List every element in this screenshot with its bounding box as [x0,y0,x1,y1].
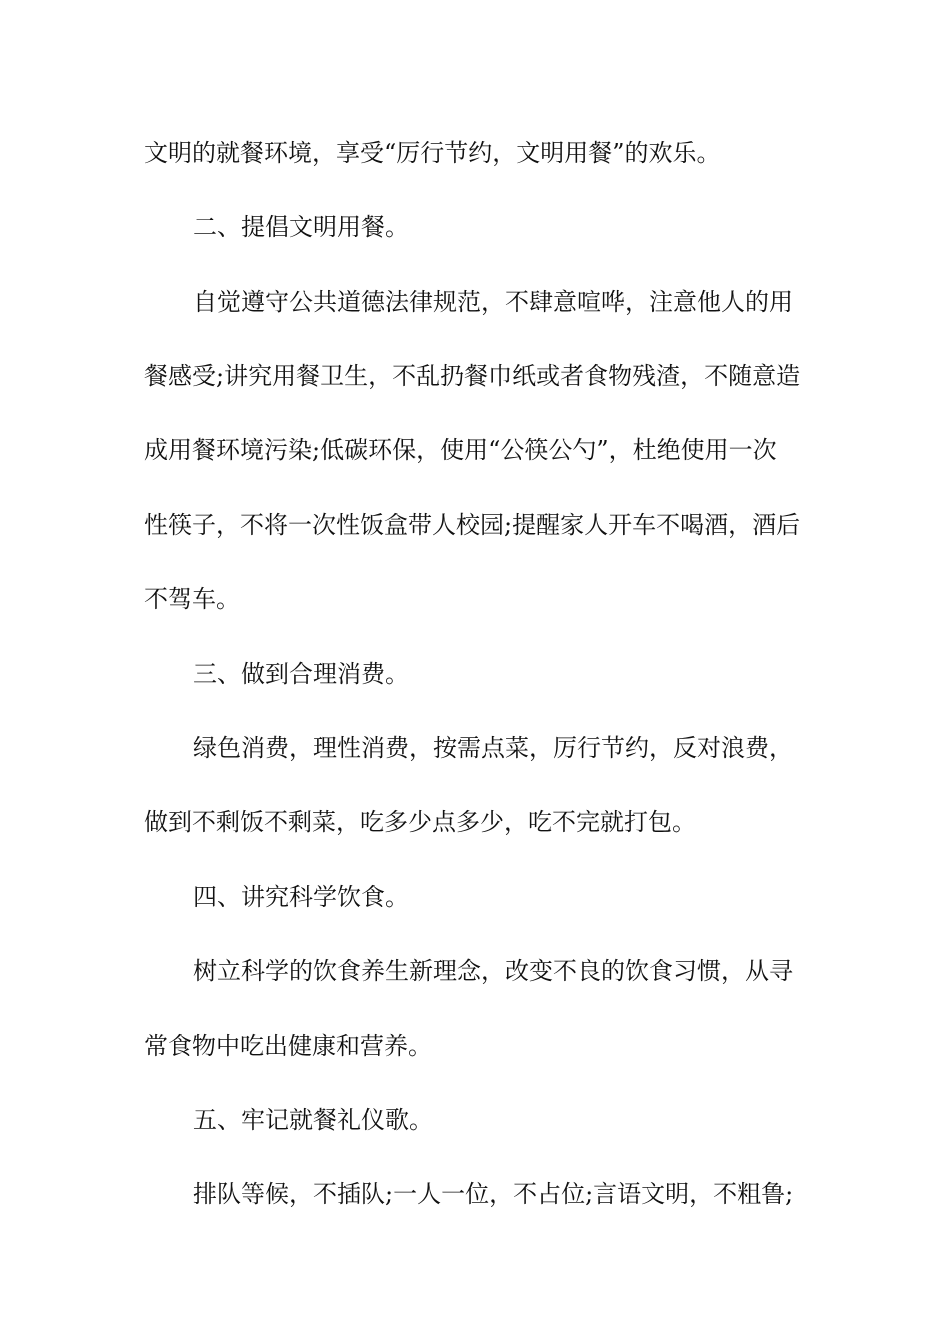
section-heading-3: 三、做到合理消费。 [193,660,409,688]
paragraph-line: 餐感受;讲究用餐卫生，不乱扔餐巾纸或者食物残渣，不随意造 [144,362,801,390]
section-heading-4: 四、讲究科学饮食。 [193,883,409,911]
paragraph-line: 树立科学的饮食养生新理念，改变不良的饮食习惯，从寻 [193,957,793,985]
paragraph-line: 文明的就餐环境，享受“厉行节约，文明用餐”的欢乐。 [144,139,721,167]
paragraph-line: 排队等候，不插队;一人一位，不占位;言语文明，不粗鲁; [193,1180,794,1208]
paragraph-line: 常食物中吃出健康和营养。 [144,1032,432,1060]
section-heading-5: 五、牢记就餐礼仪歌。 [193,1106,433,1134]
paragraph-line: 成用餐环境污染;低碳环保，使用“公筷公勺”，杜绝使用一次 [144,436,777,464]
paragraph-line: 性筷子，不将一次性饭盒带人校园;提醒家人开车不喝酒，酒后 [144,511,801,539]
paragraph-line: 自觉遵守公共道德法律规范，不肆意喧哗，注意他人的用 [193,288,793,316]
paragraph-line: 做到不剩饭不剩菜，吃多少点多少，吃不完就打包。 [144,808,696,836]
paragraph-line: 不驾车。 [144,585,240,613]
paragraph-line: 绿色消费，理性消费，按需点菜，厉行节约，反对浪费， [193,734,793,762]
section-heading-2: 二、提倡文明用餐。 [193,213,409,241]
